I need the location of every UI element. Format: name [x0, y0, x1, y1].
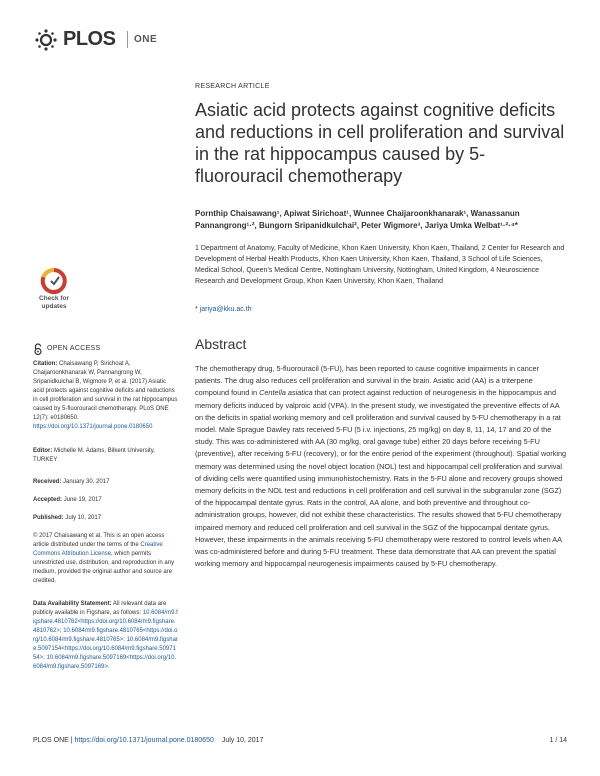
- page-footer: [33, 737, 567, 749]
- copyright-text-end: , which permits unrestricted use, distribution, and reproduction in any medium, provided the original author and source are credited.: [33, 551, 175, 584]
- published-label: Published:: [33, 515, 64, 521]
- check-updates-icon: [33, 267, 75, 295]
- journal-name: ONE: [134, 34, 158, 45]
- data-availability-label: Data Availability Statement:: [33, 601, 112, 607]
- citation-block: [33, 360, 178, 432]
- editor-label: Editor:: [33, 448, 53, 454]
- citation-text: Chaisawang P, Sirichoat A, Chaijaroonkhanarak W, Pannangrong W, Sripanidkulchai B, Wigmore P, et al. (2017) Asiatic acid protects against cognitive deficits and reductions in cell proliferation and survival in the rat hippocampus caused by 5-fluorouracil chemotherapy. PLoS ONE 12(7): e0180650.: [33, 361, 178, 421]
- plos-logo-mark-icon: [33, 28, 59, 52]
- open-access-label: [33, 343, 173, 355]
- check-for-updates-badge[interactable]: [33, 267, 75, 317]
- figshare-links[interactable]: 10.6084/m9.figshare.4810762<https://doi.org/10.6084/m9.figshare.4810762>; 10.6084/m9.figshare.4810765<https://doi.org/10.6084/m9.figshare.4810765>; 10.6084/m9.figshare.5097154<https://doi.org/10.6084/m9.figshare.5097154>; 10.6084/m9.figshare.5097169<https://doi.org/10.6084/m9.figshare.5097169>.: [33, 610, 178, 670]
- footer-doi-link[interactable]: https://doi.org/10.1371/journal.pone.0180650: [74, 737, 214, 744]
- published-date: July 10, 2017: [65, 515, 102, 521]
- accepted-label: Accepted:: [33, 497, 63, 503]
- abstract-heading: Abstract: [195, 336, 247, 352]
- corresponding-email: [195, 306, 252, 313]
- accepted-block: [33, 496, 178, 505]
- copyright-text-start: © 2017 Chaisawang et al. This is an open access article distributed under the terms of the: [33, 533, 165, 548]
- species-name: Centella asiatica: [259, 388, 313, 398]
- brand-name: PLOS: [63, 28, 116, 50]
- plos-one-logo[interactable]: [33, 28, 163, 52]
- citation-doi-link[interactable]: https://doi.org/10.1371/journal.pone.0180650: [33, 424, 153, 430]
- editor-block: [33, 447, 178, 465]
- copyright-block: [33, 532, 178, 586]
- footer-date: July 10, 2017: [221, 737, 264, 744]
- open-access-text: OPEN ACCESS: [47, 345, 101, 352]
- footer-journal: PLOS ONE: [33, 737, 69, 744]
- data-availability-block: [33, 600, 178, 672]
- affiliations: 1 Department of Anatomy, Faculty of Medicine, Khon Kaen University, Khon Kaen, Thailand, 2 Center for Research and Development of Herbal Health Products, Khon Kaen University, Khon Kaen, Thailand, 3 School of Life Sciences, Medical School, Queen’s Medical Centre, Nottingham University, Nottingham, United Kingdom, 4 Neuroscience Research and Development Group, Khon Kaen University, Khon Kaen, Thailand: [195, 245, 565, 285]
- abstract-body: [195, 363, 567, 570]
- check-updates-label: Check for updates: [39, 295, 69, 310]
- received-block: [33, 478, 178, 487]
- citation-label: Citation:: [33, 361, 58, 367]
- received-date: January 30, 2017: [63, 479, 110, 485]
- footer-separator: |: [68, 737, 75, 744]
- published-block: [33, 514, 178, 523]
- footer-citation: [33, 737, 263, 744]
- author-list: Pornthip Chaisawang¹, Apiwat Sirichoat¹, Wunnee Chaijaroonkhanarak¹, Wanassanun Pannangrong¹·², Bungorn Sripanidkulchai², Peter Wigmore³, Jariya Umka Welbat¹·²·⁴*: [195, 209, 520, 230]
- page-number: 1 / 14: [549, 737, 567, 744]
- abstract-text-start: The chemotherapy drug, 5-fluorouracil (5-FU), has been reported to cause cognitive impairments in cancer patients. The drug also reduces cell proliferation and survival in the brain. Asiatic acid (AA) is a triterpene compound found in: [195, 364, 539, 398]
- license-link[interactable]: Creative Commons Attribution License: [33, 542, 163, 557]
- abstract-text-end: that can protect against reduction of neurogenesis in the hippocampus and memory deficits induced by valproic acid (VPA). In the present study, we investigated the preventive effects of AA on the deficits in spatial working memory and cell proliferation and survival caused by 5-FU chemotherapy in a rat model. Male Sprague Dawley rats received 5-FU (5 i.v. injections, 25 mg/kg) on day 8, 11, 14, 17 and 20 of the study. This was co-administered with AA (30 mg/kg, oral gavage tube) either 20 days before receiving 5-FU (preventive), after receiving 5-FU (recovery), or for the entire period of the experiment (throughout). Spatial working memory was determined using the novel object location (NOL) test and hippocampal cell proliferation and survival of dividing cells were quantified using immunohistochemistry. Rats in the 5-FU alone and recovery groups showed memory deficits in the NOL test and reductions in cell proliferation and cell survival in the subgranular zone (SGZ) of the hippocampal dentate gyrus. Rats in the control, AA alone, and both preventive and throughout co-administration groups, however, did not exhibit these characteristics. The results showed that 5-FU chemotherapy impaired memory and reduced cell proliferation and cell survival in the SGZ of the hippocampal dentate gyrus. However, these impairments in the animals receiving 5-FU chemotherapy were restored to control levels when AA was co-administered before and during 5-FU treatment. These data demonstrate that AA can prevent the spatial working memory and hippocampal neurogenesis impairments caused by 5-FU chemotherapy.: [195, 388, 567, 569]
- email-marker: *: [195, 306, 198, 313]
- editor-text: Michelle M. Adams, Bilkent University, TURKEY: [33, 448, 155, 463]
- email-link[interactable]: jariya@kku.ac.th: [199, 306, 252, 313]
- logo-divider: [127, 31, 128, 48]
- data-availability-text: All relevant data are publicly available in Figshare, as follows:: [33, 601, 167, 616]
- received-label: Received:: [33, 479, 62, 485]
- article-title: Asiatic acid protects against cognitive deficits and reductions in cell proliferation and survival in the rat hippocampus caused by 5-fluorouracil chemotherapy: [195, 100, 565, 186]
- article-type: RESEARCH ARTICLE: [195, 83, 270, 90]
- accepted-date: June 19, 2017: [63, 497, 102, 503]
- open-access-lock-icon: [33, 343, 43, 355]
